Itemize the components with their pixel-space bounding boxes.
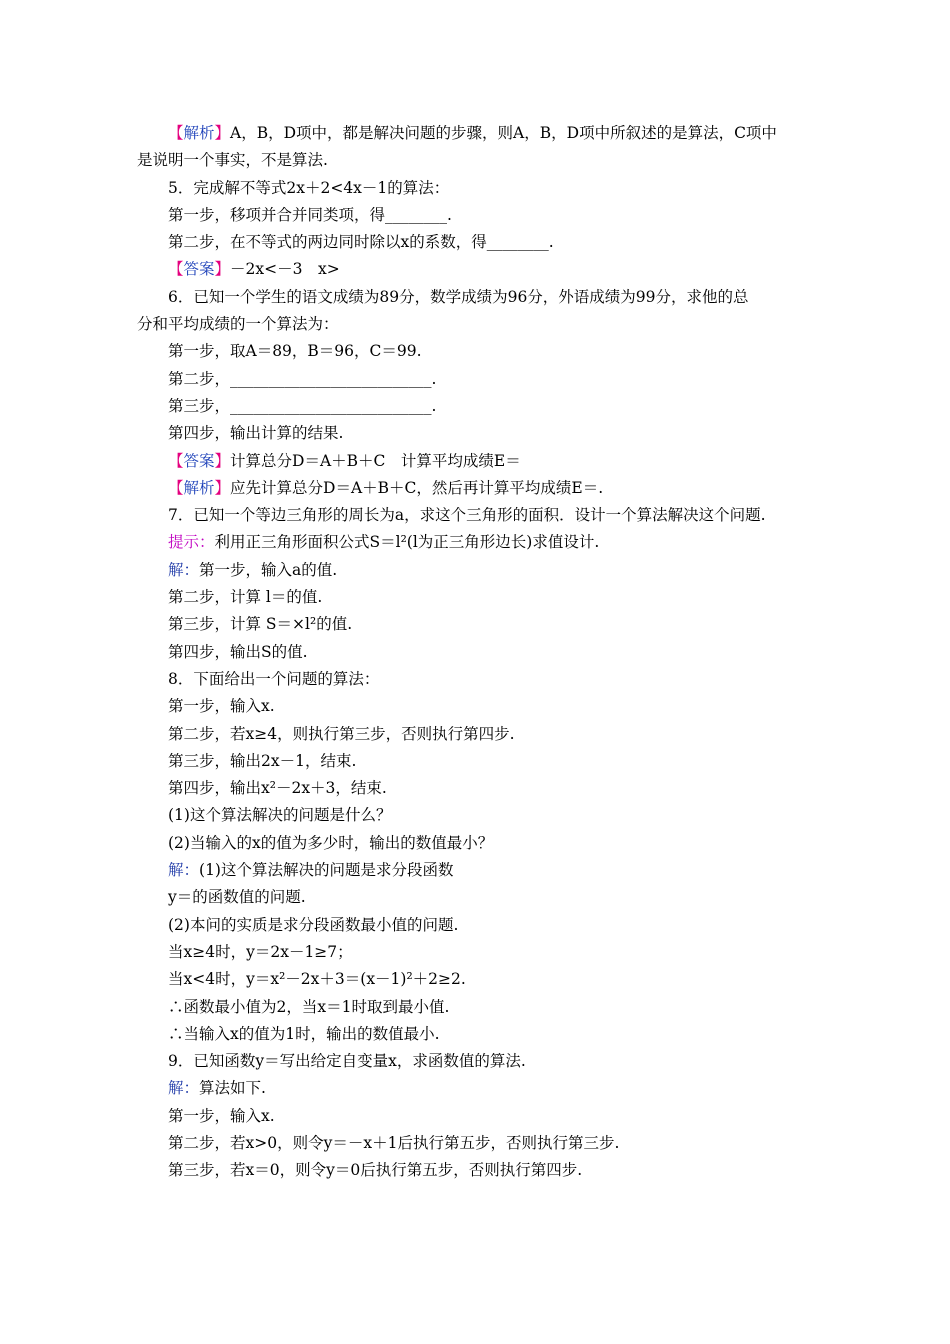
line-text: 计算总分D＝A＋B＋C 计算平均成绩E＝ bbox=[230, 451, 521, 470]
text-line bbox=[137, 939, 817, 966]
line-text: 当x≥4时，y＝2x－1≥7； bbox=[168, 942, 353, 961]
line-text: 第四步，输出S的值. bbox=[168, 642, 308, 661]
text-line bbox=[137, 1075, 817, 1102]
line-text: (1)这个算法解决的问题是什么？ bbox=[168, 806, 392, 825]
line-text: 第一步，移项并合并同类项，得________. bbox=[168, 205, 452, 224]
line-text: 第三步，若x＝0，则令y＝0后执行第五步，否则执行第四步. bbox=[168, 1161, 583, 1180]
line-text: 5．完成解不等式2x＋2<4x－1的算法： bbox=[168, 178, 450, 197]
line-text: 第一步，输入a的值. bbox=[199, 560, 338, 579]
line-text: (1)这个算法解决的问题是求分段函数 bbox=[199, 861, 454, 880]
text-line bbox=[137, 502, 817, 529]
text-line bbox=[137, 830, 817, 857]
text-line bbox=[137, 366, 817, 393]
line-tag: 解： bbox=[168, 861, 200, 880]
line-text: －2x<－3 x> bbox=[230, 260, 340, 279]
text-line bbox=[137, 994, 817, 1021]
line-text: 8．下面给出一个问题的算法： bbox=[168, 669, 380, 688]
line-tag: 【答案】 bbox=[168, 451, 231, 470]
line-text: 第一步，取A＝89，B＝96，C＝99. bbox=[168, 342, 422, 361]
text-line bbox=[137, 475, 817, 502]
line-text: 第四步，输出x²－2x＋3，结束. bbox=[168, 779, 387, 798]
line-text: 算法如下. bbox=[199, 1079, 266, 1098]
line-text: ∴函数最小值为2，当x＝1时取到最小值. bbox=[168, 997, 450, 1016]
line-text: 第二步，若x≥4，则执行第三步，否则执行第四步. bbox=[168, 724, 515, 743]
line-tag: 【解析】 bbox=[168, 478, 231, 497]
line-text: 利用正三角形面积公式S＝l²(l为正三角形边长)求值设计. bbox=[214, 533, 600, 552]
line-text: ∴当输入x的值为1时，输出的数值最小. bbox=[168, 1024, 440, 1043]
text-line bbox=[137, 1130, 817, 1157]
line-text: 分和平均成绩的一个算法为： bbox=[137, 315, 339, 334]
line-text: 第二步，计算 l＝的值. bbox=[168, 588, 323, 607]
line-tag: 【答案】 bbox=[168, 260, 231, 279]
text-line bbox=[137, 748, 817, 775]
text-line bbox=[137, 1157, 817, 1184]
line-tag: 提示： bbox=[168, 533, 215, 552]
text-line bbox=[137, 1048, 817, 1075]
text-line bbox=[137, 721, 817, 748]
text-line bbox=[137, 256, 817, 283]
document-body bbox=[137, 120, 817, 1185]
text-line bbox=[137, 884, 817, 911]
text-line bbox=[137, 284, 817, 311]
text-line bbox=[137, 912, 817, 939]
line-text: 第一步，输入x. bbox=[168, 697, 275, 716]
text-line bbox=[137, 966, 817, 993]
text-line bbox=[137, 529, 817, 556]
text-line bbox=[137, 120, 817, 147]
line-text: 6．已知一个学生的语文成绩为89分，数学成绩为96分，外语成绩为99分，求他的总 bbox=[168, 287, 749, 306]
line-text: 9．已知函数y＝写出给定自变量x，求函数值的算法. bbox=[168, 1052, 526, 1071]
text-line bbox=[137, 775, 817, 802]
line-text: 应先计算总分D＝A＋B＋C，然后再计算平均成绩E＝. bbox=[230, 478, 604, 497]
text-line bbox=[137, 802, 817, 829]
text-line bbox=[137, 338, 817, 365]
text-line bbox=[137, 584, 817, 611]
line-text: A，B，D项中，都是解决问题的步骤，则A，B，D项中所叙述的是算法，C项中 bbox=[230, 124, 777, 142]
text-line bbox=[137, 557, 817, 584]
text-line bbox=[137, 448, 817, 475]
text-line bbox=[137, 202, 817, 229]
line-tag: 解： bbox=[168, 1079, 200, 1098]
line-text: 是说明一个事实，不是算法. bbox=[137, 151, 328, 170]
text-line bbox=[137, 311, 817, 338]
line-text: 第一步，输入x. bbox=[168, 1106, 275, 1125]
text-line bbox=[137, 639, 817, 666]
line-text: y＝的函数值的问题. bbox=[168, 888, 306, 907]
text-line bbox=[137, 393, 817, 420]
line-text: 第二步，若x>0，则令y＝－x＋1后执行第五步，否则执行第三步. bbox=[168, 1133, 620, 1152]
line-text: 第三步，__________________________. bbox=[168, 396, 437, 415]
line-text: 第二步，在不等式的两边同时除以x的系数，得________. bbox=[168, 233, 554, 252]
text-line bbox=[137, 1021, 817, 1048]
line-text: (2)当输入的x的值为多少时，输出的数值最小？ bbox=[168, 833, 494, 852]
text-line bbox=[137, 1103, 817, 1130]
text-line bbox=[137, 420, 817, 447]
text-line bbox=[137, 693, 817, 720]
line-text: 第三步，输出2x－1，结束. bbox=[168, 751, 357, 770]
text-line bbox=[137, 147, 817, 174]
line-tag: 【解析】 bbox=[168, 124, 231, 142]
text-line bbox=[137, 175, 817, 202]
text-line bbox=[137, 666, 817, 693]
text-line bbox=[137, 229, 817, 256]
text-line bbox=[137, 857, 817, 884]
text-line bbox=[137, 611, 817, 638]
line-text: 当x<4时，y＝x²－2x＋3＝(x－1)²＋2≥2. bbox=[168, 970, 466, 989]
line-text: (2)本问的实质是求分段函数最小值的问题. bbox=[168, 915, 459, 934]
line-text: 第四步，输出计算的结果. bbox=[168, 424, 344, 443]
line-text: 7．已知一个等边三角形的周长为a，求这个三角形的面积．设计一个算法解决这个问题. bbox=[168, 506, 766, 525]
line-tag: 解： bbox=[168, 560, 200, 579]
line-text: 第二步，__________________________. bbox=[168, 369, 437, 388]
line-text: 第三步，计算 S＝×l²的值. bbox=[168, 615, 353, 634]
